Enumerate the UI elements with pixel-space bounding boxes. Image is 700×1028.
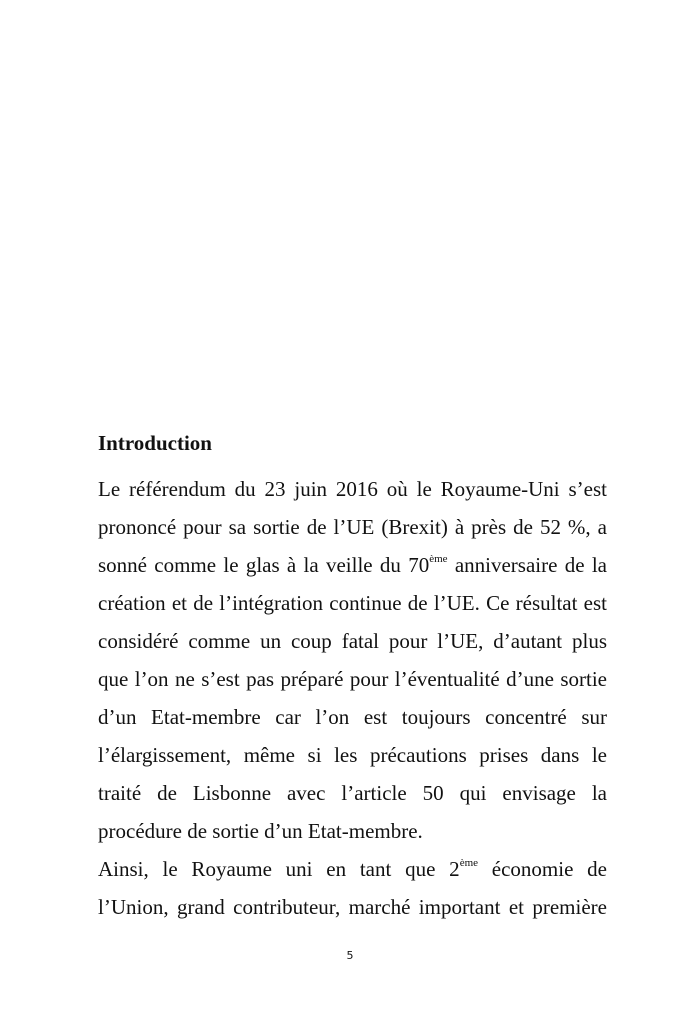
paragraph-1-line-10: procédure de sortie d’un Etat-membre. (98, 819, 423, 843)
paragraph-1-line-3-start: sonné comme le glas à la veille du 70 (98, 553, 430, 577)
paragraph-2-line-1-end: économie de (478, 857, 607, 881)
ordinal-superscript: ème (459, 857, 479, 869)
page-number: 5 (346, 949, 354, 962)
paragraph-1-line-6: que l’on ne s’est pas préparé pour l’éventualité d’une sortie (98, 667, 607, 691)
paragraph-1-line-5: considéré comme un coup fatal pour l’UE, d’autant plus (98, 629, 607, 653)
paragraph-2-line-1 (98, 854, 607, 884)
section-heading: Introduction (98, 431, 212, 455)
paragraph-1-line-3-end: anniversaire de la (447, 553, 607, 577)
paragraph-2-line-2: l’Union, grand contributeur, marché important et première (98, 895, 607, 919)
paragraph-1-line-3 (98, 550, 607, 580)
paragraph-1-line-9: traité de Lisbonne avec l’article 50 qui envisage la (98, 781, 607, 805)
paragraph-2-line-1-start: Ainsi, le Royaume uni en tant que 2 (98, 857, 460, 881)
paragraph-1-line-2: prononcé pour sa sortie de l’UE (Brexit) à près de 52 %, a (98, 515, 607, 539)
paragraph-1-line-4: création et de l’intégration continue de l’UE. Ce résultat est (98, 591, 607, 615)
paragraph-1-line-8: l’élargissement, même si les précautions prises dans le (98, 743, 607, 767)
paragraph-1-line-7: d’un Etat-membre car l’on est toujours concentré sur (98, 705, 607, 729)
paragraph-1-line-1: Le référendum du 23 juin 2016 où le Royaume-Uni s’est (98, 477, 607, 501)
ordinal-superscript: ème (429, 553, 448, 565)
